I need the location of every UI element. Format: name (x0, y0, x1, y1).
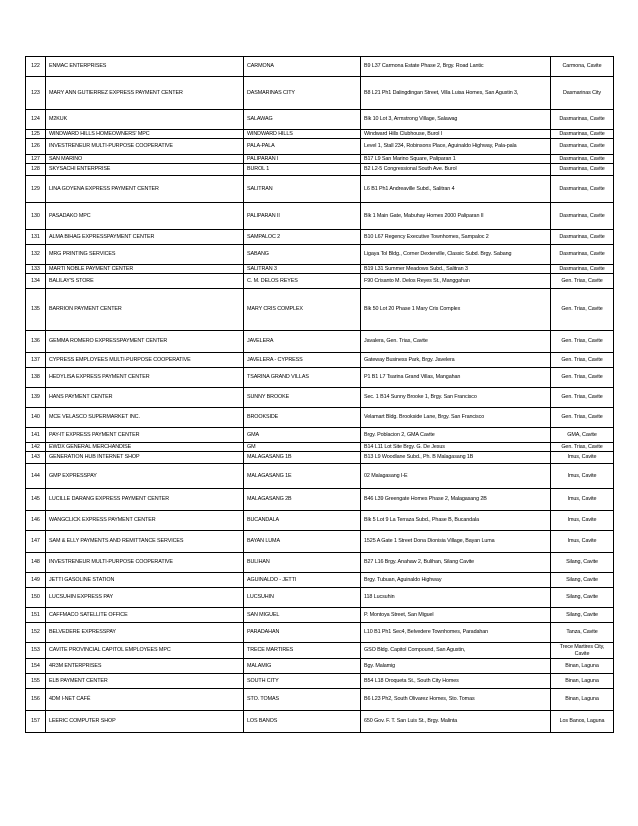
address-cell: B19 L31 Summer Meadows Subd., Salitran 3 (361, 265, 551, 274)
address-cell: 650 Gov. F. T. San Luis St., Brgy. Malinta (361, 711, 551, 733)
municipality-cell: Imus, Cavite (551, 511, 614, 531)
address-cell: F90 Crisanto M. Delos Reyes St., Manggahan (361, 274, 551, 289)
table-row (26, 176, 614, 203)
address-cell: Blk 10 Lot 3, Armstrong Village, Salawag (361, 110, 551, 130)
address-cell: P1 B1 L7 Tsarina Grand Villas, Mangahan (361, 368, 551, 388)
table-row (26, 623, 614, 643)
center-name-cell: 4R3M ENTERPRISES (46, 659, 244, 674)
row-number-cell: 146 (26, 511, 46, 531)
municipality-cell: Dasmarinas, Cavite (551, 139, 614, 155)
barangay-cell: PARADAHAN (244, 623, 361, 643)
municipality-cell: Binan, Laguna (551, 674, 614, 689)
municipality-cell: Binan, Laguna (551, 659, 614, 674)
barangay-cell: SUNNY BROOKE (244, 388, 361, 408)
municipality-cell: Tanza, Cavite (551, 623, 614, 643)
barangay-cell: JAVELERA (244, 331, 361, 353)
barangay-cell: TSARINA GRAND VILLAS (244, 368, 361, 388)
barangay-cell: GMA (244, 428, 361, 443)
table-row (26, 711, 614, 733)
center-name-cell: WINDWARD HILLS HOMEOWNERS' MPC (46, 130, 244, 139)
municipality-cell: Gen. Trias, Cavite (551, 443, 614, 452)
barangay-cell: BUCANDALA (244, 511, 361, 531)
municipality-cell: Imus, Cavite (551, 452, 614, 464)
address-cell: L6 B1 Ph1 Andreaville Subd., Salitran 4 (361, 176, 551, 203)
municipality-cell: Gen. Trias, Cavite (551, 331, 614, 353)
address-cell: 118 Lucsuhin (361, 588, 551, 608)
address-cell: GSO Bldg. Capitol Compound, San Agustin, (361, 643, 551, 659)
barangay-cell: PALA-PALA (244, 139, 361, 155)
center-name-cell: BALILAY'S STORE (46, 274, 244, 289)
center-name-cell: WANGCLICK EXPRESS PAYMENT CENTER (46, 511, 244, 531)
row-number-cell: 144 (26, 464, 46, 489)
barangay-cell: SALITRAN (244, 176, 361, 203)
row-number-cell: 147 (26, 531, 46, 553)
row-number-cell: 122 (26, 57, 46, 77)
address-cell: B9 L37 Carmona Estate Phase 2, Brgy. Road Lantic (361, 57, 551, 77)
center-name-cell: INVESTRENEUR MULTI-PURPOSE COOPERATIVE (46, 553, 244, 573)
address-cell: B2 L2-5 Congressional South Ave. Burol (361, 164, 551, 176)
municipality-cell: Trece Martires City, Cavite (551, 643, 614, 659)
barangay-cell: CARMONA (244, 57, 361, 77)
municipality-cell: Dasmarinas, Cavite (551, 203, 614, 230)
barangay-cell: WINDWARD HILLS (244, 130, 361, 139)
row-number-cell: 133 (26, 265, 46, 274)
address-cell: Gateway Business Park, Brgy. Javelera (361, 353, 551, 368)
center-name-cell: BARRION PAYMENT CENTER (46, 289, 244, 331)
row-number-cell: 149 (26, 573, 46, 588)
row-number-cell: 140 (26, 408, 46, 428)
table-row (26, 368, 614, 388)
address-cell: 1525 A Gate 1 Street Dona Dionisia Village, Bayan Luma (361, 531, 551, 553)
barangay-cell: BROOKSIDE (244, 408, 361, 428)
row-number-cell: 128 (26, 164, 46, 176)
municipality-cell: Silang, Cavite (551, 608, 614, 623)
table-row (26, 57, 614, 77)
row-number-cell: 134 (26, 274, 46, 289)
municipality-cell: Dasmarinas, Cavite (551, 230, 614, 245)
row-number-cell: 136 (26, 331, 46, 353)
table-row (26, 130, 614, 139)
center-name-cell: BELVEDERE EXPRESSPAY (46, 623, 244, 643)
center-name-cell: SKYSACHI ENTERPRISE (46, 164, 244, 176)
row-number-cell: 155 (26, 674, 46, 689)
table-row (26, 674, 614, 689)
center-name-cell: MRG PRINTING SERVICES (46, 245, 244, 265)
municipality-cell: Imus, Cavite (551, 464, 614, 489)
address-cell: B8 L21 Ph1 Dalingdingan Street, Villa Luisa Homes, San Agustin 3, (361, 77, 551, 110)
row-number-cell: 124 (26, 110, 46, 130)
address-cell: Blk 5 Lot 9 La Terraza Subd., Phase B, Bucandala (361, 511, 551, 531)
address-cell: B27 L16 Brgy. Anahaw 2, Bulihan, Silang Cavite (361, 553, 551, 573)
address-cell: Sec. 1 B14 Sunny Brooke 1, Brgy. San Francisco (361, 388, 551, 408)
table-row (26, 274, 614, 289)
center-name-cell: ENMAC ENTERPRISES (46, 57, 244, 77)
address-cell: P. Montoya Street, San Miguel (361, 608, 551, 623)
address-cell: Level 1, Stall 234, Robinsons Place, Aguinaldo Highway, Pala-pala (361, 139, 551, 155)
row-number-cell: 139 (26, 388, 46, 408)
table-row (26, 408, 614, 428)
barangay-cell: LUCSUHIN (244, 588, 361, 608)
barangay-cell: C. M. DELOS REYES (244, 274, 361, 289)
row-number-cell: 153 (26, 643, 46, 659)
center-name-cell: CAFFMACO SATELLITE OFFICE (46, 608, 244, 623)
table-row (26, 428, 614, 443)
row-number-cell: 130 (26, 203, 46, 230)
address-cell: B17 L9 San Marino Square, Paliparan 1 (361, 155, 551, 164)
table-row (26, 553, 614, 573)
address-cell: B54 L18 Oroqueta St., South City Homes (361, 674, 551, 689)
municipality-cell: Dasmarinas, Cavite (551, 245, 614, 265)
center-name-cell: PASADAKO MPC (46, 203, 244, 230)
municipality-cell: Dasmarinas City (551, 77, 614, 110)
center-name-cell: EWDX GENERAL MERCHANDISE (46, 443, 244, 452)
barangay-cell: SAN MIGUEL (244, 608, 361, 623)
center-name-cell: LEERIC COMPUTER SHOP (46, 711, 244, 733)
center-name-cell: LINA GOYENA EXPRESS PAYMENT CENTER (46, 176, 244, 203)
row-number-cell: 151 (26, 608, 46, 623)
barangay-cell: AGUINALDO - JETTI (244, 573, 361, 588)
barangay-cell: BAYAN LUMA (244, 531, 361, 553)
center-name-cell: MCE VELASCO SUPERMARKET INC. (46, 408, 244, 428)
barangay-cell: PALIPARAN II (244, 203, 361, 230)
municipality-cell: Gen. Trias, Cavite (551, 274, 614, 289)
center-name-cell: ALMA BIHAG EXPRESSPAYMENT CENTER (46, 230, 244, 245)
municipality-cell: Silang, Cavite (551, 553, 614, 573)
center-name-cell: M2KUK (46, 110, 244, 130)
table-row (26, 659, 614, 674)
address-cell: Ligaya Tol Bldg., Corner Dexterville, Classic Subd. Brgy. Sabang (361, 245, 551, 265)
row-number-cell: 154 (26, 659, 46, 674)
barangay-cell: TRECE MARTIRES (244, 643, 361, 659)
row-number-cell: 126 (26, 139, 46, 155)
address-cell: Brgy. Tubuan, Aguinaldo Highway (361, 573, 551, 588)
row-number-cell: 137 (26, 353, 46, 368)
center-name-cell: INVESTRENEUR MULTI-PURPOSE COOPERATIVE (46, 139, 244, 155)
row-number-cell: 135 (26, 289, 46, 331)
table-row (26, 388, 614, 408)
center-name-cell: LUCILLE DARANG EXPRESS PAYMENT CENTER (46, 489, 244, 511)
row-number-cell: 125 (26, 130, 46, 139)
payment-center-table (25, 56, 613, 733)
center-name-cell: LUCSUHIN EXPRESS PAY (46, 588, 244, 608)
address-cell: Brgy. Poblacion 2, GMA Cavite (361, 428, 551, 443)
row-number-cell: 129 (26, 176, 46, 203)
barangay-cell: SAMPALOC 2 (244, 230, 361, 245)
barangay-cell: MALAGASANG 1B (244, 452, 361, 464)
municipality-cell: Gen. Trias, Cavite (551, 388, 614, 408)
municipality-cell: Los Banos, Laguna (551, 711, 614, 733)
municipality-cell: Dasmarinas, Cavite (551, 176, 614, 203)
table-row (26, 511, 614, 531)
row-number-cell: 142 (26, 443, 46, 452)
barangay-cell: GM (244, 443, 361, 452)
center-name-cell: 4DM I-NET CAFÉ (46, 689, 244, 711)
table-row (26, 573, 614, 588)
table-row (26, 289, 614, 331)
municipality-cell: Dasmarinas, Cavite (551, 155, 614, 164)
address-cell: Blk 1 Main Gate, Mabuhay Homes 2000 Paliparan II (361, 203, 551, 230)
municipality-cell: Dasmarinas, Cavite (551, 130, 614, 139)
row-number-cell: 127 (26, 155, 46, 164)
table-row (26, 588, 614, 608)
address-cell: B6 L23 Ph2, South Olivarez Homes, Sto. Tomas (361, 689, 551, 711)
center-name-cell: GMP EXPRESSPAY (46, 464, 244, 489)
address-cell: Bgy. Malamig (361, 659, 551, 674)
table-row (26, 464, 614, 489)
table-row (26, 331, 614, 353)
table-row (26, 689, 614, 711)
address-cell: B46 L39 Greengate Homes Phase 2, Malagasang 2B (361, 489, 551, 511)
table-row (26, 155, 614, 164)
row-number-cell: 157 (26, 711, 46, 733)
barangay-cell: LOS BANOS (244, 711, 361, 733)
barangay-cell: BUROL 1 (244, 164, 361, 176)
row-number-cell: 148 (26, 553, 46, 573)
municipality-cell: Binan, Laguna (551, 689, 614, 711)
row-number-cell: 156 (26, 689, 46, 711)
table-row (26, 643, 614, 659)
municipality-cell: Dasmarinas, Cavite (551, 110, 614, 130)
row-number-cell: 123 (26, 77, 46, 110)
table-row (26, 608, 614, 623)
table-row (26, 265, 614, 274)
center-name-cell: ELB PAYMENT CENTER (46, 674, 244, 689)
barangay-cell: SABANG (244, 245, 361, 265)
barangay-cell: JAVELERA - CYPRESS (244, 353, 361, 368)
municipality-cell: GMA, Cavite (551, 428, 614, 443)
municipality-cell: Silang, Cavite (551, 588, 614, 608)
barangay-cell: MALAMIG (244, 659, 361, 674)
center-name-cell: GENERATION HUB INTERNET SHOP (46, 452, 244, 464)
table-row (26, 245, 614, 265)
table-row (26, 164, 614, 176)
barangay-cell: DASMARINAS CITY (244, 77, 361, 110)
municipality-cell: Gen. Trias, Cavite (551, 353, 614, 368)
address-cell: Windward Hills Clubhouse, Burol I (361, 130, 551, 139)
barangay-cell: SOUTH CITY (244, 674, 361, 689)
table-row (26, 203, 614, 230)
address-cell: L10 B1 Ph1 Sec4, Belvedere Townhomes, Paradahan (361, 623, 551, 643)
table-row (26, 139, 614, 155)
municipality-cell: Gen. Trias, Cavite (551, 289, 614, 331)
municipality-cell: Carmona, Cavite (551, 57, 614, 77)
address-cell: B10 L67 Regency Executive Townhomes, Sampaloc 2 (361, 230, 551, 245)
row-number-cell: 143 (26, 452, 46, 464)
center-name-cell: CAVITE PROVINCIAL CAPITOL EMPLOYEES MPC (46, 643, 244, 659)
table-row (26, 443, 614, 452)
address-cell: Velamart Bldg. Brookside Lane, Brgy. San Francisco (361, 408, 551, 428)
row-number-cell: 145 (26, 489, 46, 511)
center-name-cell: CYPRESS EMPLOYEES MULTI-PURPOSE COOPERATIVE (46, 353, 244, 368)
barangay-cell: STO. TOMAS (244, 689, 361, 711)
address-cell: Javalera, Gen. Trias, Cavite (361, 331, 551, 353)
municipality-cell: Imus, Cavite (551, 489, 614, 511)
municipality-cell: Gen. Trias, Cavite (551, 368, 614, 388)
address-cell: 02 Malagasang I-E (361, 464, 551, 489)
municipality-cell: Dasmarinas, Cavite (551, 164, 614, 176)
row-number-cell: 138 (26, 368, 46, 388)
center-name-cell: JETTI GASOLINE STATION (46, 573, 244, 588)
row-number-cell: 132 (26, 245, 46, 265)
table-row (26, 110, 614, 130)
municipality-cell: Dasmarinas, Cavite (551, 265, 614, 274)
center-name-cell: HANS PAYMENT CENTER (46, 388, 244, 408)
municipality-cell: Gen. Trias, Cavite (551, 408, 614, 428)
barangay-cell: MARY CRIS COMPLEX (244, 289, 361, 331)
barangay-cell: MALAGASANG 2B (244, 489, 361, 511)
table-row (26, 452, 614, 464)
municipality-cell: Imus, Cavite (551, 531, 614, 553)
center-name-cell: PAY-IT EXPRESS PAYMENT CENTER (46, 428, 244, 443)
table-row (26, 353, 614, 368)
barangay-cell: BULIHAN (244, 553, 361, 573)
center-name-cell: GEMMA ROMERO EXPRESSPAYMENT CENTER (46, 331, 244, 353)
table-row (26, 489, 614, 511)
barangay-cell: SALITRAN 3 (244, 265, 361, 274)
row-number-cell: 152 (26, 623, 46, 643)
center-name-cell: HEDYLISA EXPRESS PAYMENT CENTER (46, 368, 244, 388)
row-number-cell: 131 (26, 230, 46, 245)
table-row (26, 77, 614, 110)
barangay-cell: MALAGASANG 1E (244, 464, 361, 489)
center-name-cell: MARY ANN GUTIERREZ EXPRESS PAYMENT CENTER (46, 77, 244, 110)
table-row (26, 531, 614, 553)
address-cell: B14 L11 Lot Site Brgy. G. De Jesus (361, 443, 551, 452)
center-name-cell: MARTI NOBLE PAYMENT CENTER (46, 265, 244, 274)
row-number-cell: 150 (26, 588, 46, 608)
center-name-cell: SAM & ELLY PAYMENTS AND REMITTANCE SERVICES (46, 531, 244, 553)
address-cell: B13 L9 Woodlane Subd., Ph. B Malagasang 1B (361, 452, 551, 464)
address-cell: Blk 50 Lot 20 Phase 1 Mary Cris Complex (361, 289, 551, 331)
row-number-cell: 141 (26, 428, 46, 443)
municipality-cell: Silang, Cavite (551, 573, 614, 588)
center-name-cell: SAN MARINO (46, 155, 244, 164)
table-row (26, 230, 614, 245)
barangay-cell: SALAWAG (244, 110, 361, 130)
barangay-cell: PALIPARAN I (244, 155, 361, 164)
